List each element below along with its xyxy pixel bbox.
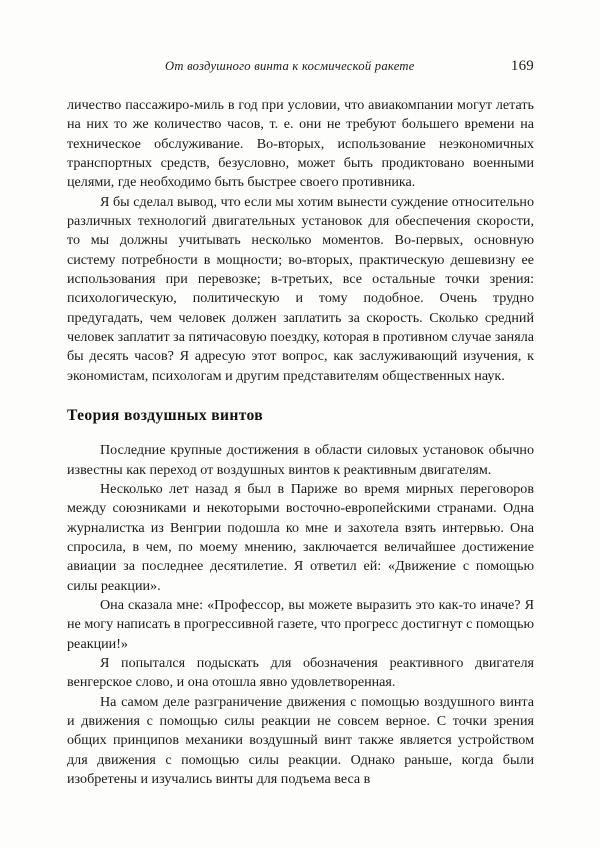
paragraph: Несколько лет назад я был в Париже во время мирных переговоров между союзниками и некоторыми восточно-европейскими странами. Одна журналистка из Венгрии подошла ко мне и захотела взять интервью. Она спросила, в чем, по моему мнению, заключается величайшее достижение авиации за последнее десятилетие. Я ответил ей: «Движение с помощью силы реакции».	[67, 480, 534, 594]
paragraph: Я бы сделал вывод, что если мы хотим вынести суждение относительно различных технологий двигательных установок для обеспечения скорости, то мы должны учитывать несколько моментов. Во-первых, основную систему потребности в мощности; во-вторых, практическую дешевизну ее использования при перевозке; в-третьих, все остальные точки зрения: психологическую, политическую и тому подобное. Очень трудно предугадать, чем человек должен заплатить за скорость. Сколько средний человек заплатит за пятичасовую поездку, которая в противном случае заняла бы десять часов? Я адресую этот вопрос, как заслуживающий изучения, к экономистам, психологам и другим представителям общественных наук.	[67, 193, 534, 384]
paragraph: Я попытался подыскать для обозначения реактивного двигателя венгерское слово, и она отошла явно удовлетворенная.	[67, 654, 534, 691]
heading-spacer-top	[67, 386, 534, 406]
paragraph: Последние крупные достижения в области силовых установок обычно известны как переход от воздушных винтов к реактивным двигателям.	[67, 442, 534, 478]
body-text-block	[67, 96, 534, 789]
section-heading: Теория воздушных винтов	[67, 407, 264, 425]
running-head	[67, 58, 534, 78]
running-head-title: От воздушного винта к космической ракете	[165, 59, 415, 73]
heading-spacer-bottom	[67, 426, 534, 441]
paragraph-continued: личество пассажиро-миль в год при условии, что авиакомпании могут летать на них то же количество часов, т. е. они не требуют большего времени на техническое обслуживание. Во-вторых, использование неэкономичных транспортных средств, безусловно, может быть продиктовано военными целями, где необходимо быть быстрее своего противника.	[67, 97, 534, 191]
paragraph: Она сказала мне: «Профессор, вы можете выразить это как-то иначе? Я не могу написать в прогрессивной газете, что прогресс достигнут с помощью реакции!»	[67, 596, 534, 652]
page-number: 169	[510, 58, 534, 74]
page-content	[67, 58, 534, 789]
paragraph: На самом деле разграничение движения с помощью воздушного винта и движения с помощью силы реакции не совсем верное. С точки зрения общих принципов механики воздушный винт также является устройством для движения с помощью силы реакции. Однако раньше, когда были изобретены и изучались винты для подъема веса в	[67, 693, 534, 787]
